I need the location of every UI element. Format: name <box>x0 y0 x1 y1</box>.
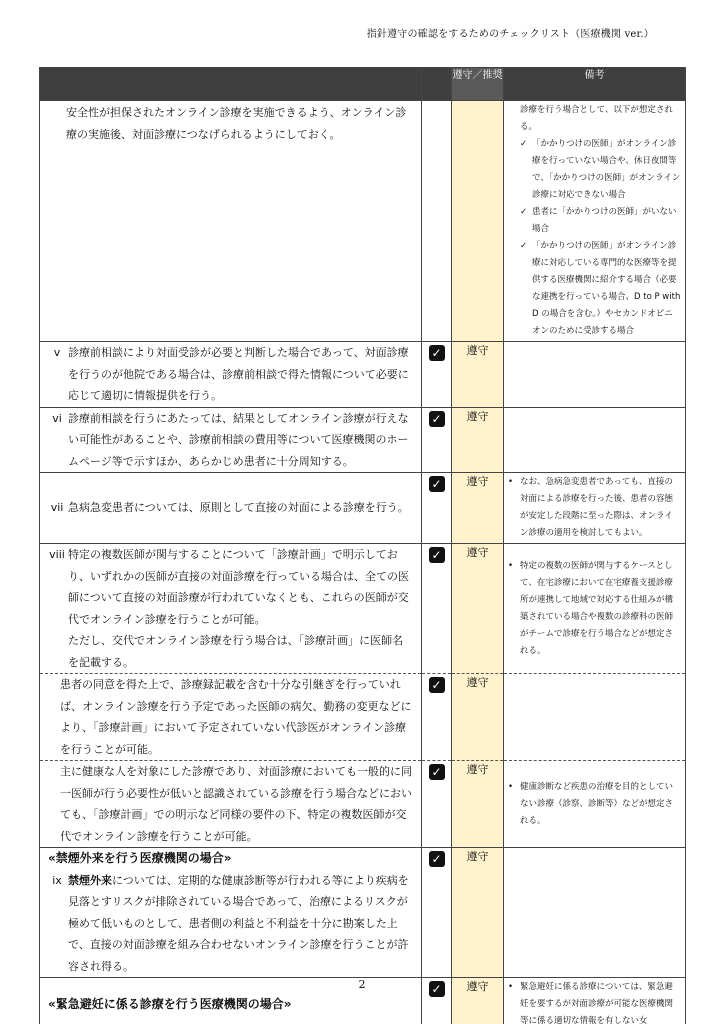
section-heading: «緊急避妊に係る診療を行う医療機関の場合» <box>48 996 292 1011</box>
item-cell <box>40 407 422 473</box>
table-row <box>40 544 686 674</box>
checked-checkbox[interactable]: ✓ <box>429 476 445 492</box>
check-cell <box>422 544 452 674</box>
item-cell <box>40 761 422 848</box>
table-row <box>40 342 686 408</box>
document-header: 指針遵守の確認をするためのチェックリスト（医療機関 ver.） <box>366 29 654 40</box>
note-cell <box>504 848 686 978</box>
bullet-icon: • <box>508 982 514 992</box>
check-mark-icon: ✓ <box>520 207 528 217</box>
status-column-header: 遵守／推奨 <box>452 68 504 101</box>
note-cell <box>504 674 686 761</box>
notes-column-header: 備考 <box>504 68 686 101</box>
note-cell <box>504 101 686 342</box>
item-text-note: ただし、交代でオンライン診療を行う場合は、「診療計画」に医師名を記載する。 <box>68 634 404 669</box>
checked-checkbox[interactable]: ✓ <box>429 981 445 997</box>
item-number: vi <box>52 411 62 425</box>
item-column-header <box>40 68 422 101</box>
note-text: 特定の複数の医師が関与するケースとして、在宅診療において在宅療養支援診療所が連携して地域で対応する仕組みが構築されている場合や複数の診療科の医師がチームで診療を行う場合などが想定される。 <box>520 560 674 656</box>
bullet-icon: • <box>508 781 514 792</box>
page-number: 2 <box>358 978 366 991</box>
note-text: 緊急避妊に係る診療については、緊急避妊を要するが対面診療が可能な医療機関等に係る適切な情報を有しない女 <box>520 982 674 1024</box>
note-item: ✓ 「かかりつけの医師」がオンライン診療に対応している専門的な医療等を提供する医療機関に紹介する場合（必要な連携を行っている場合、D to P with D の場合を含む。）やセカンドオピニオンのために受診する場合 <box>520 238 681 340</box>
status-cell: 遵守 <box>452 761 504 848</box>
check-column-header <box>422 68 452 101</box>
item-text: 診療前相談を行うにあたっては、結果としてオンライン診療が行えない可能性があることや、診療前相談の費用等について医療機関のホームページ等で示すほか、あらかじめ患者に十分周知する。 <box>68 411 409 468</box>
item-cell <box>40 473 422 544</box>
item-cell <box>40 674 422 761</box>
table-row <box>40 473 686 544</box>
note-text: 健康診断など疾患の治療を目的としていない診療（診察、診断等）などが想定される。 <box>520 781 674 826</box>
checked-checkbox[interactable]: ✓ <box>429 345 445 361</box>
table-row <box>40 674 686 761</box>
table-row <box>40 407 686 473</box>
item-text: 診療前相談により対面受診が必要と判断した場合であって、対面診療を行うのが他院である場合は、診療前相談で得た情報について必要に応じて適切に情報提供を行う。 <box>68 346 409 402</box>
item-number: ix <box>52 873 62 887</box>
note-text: なお、急病急変患者であっても、直接の対面による診療を行った後、患者の容態が安定した段階に至った際は、オンライン診療の適用を検討してもよい。 <box>520 477 674 538</box>
check-mark-icon: ✓ <box>520 241 528 251</box>
table-row <box>40 101 686 342</box>
item-cell <box>40 544 422 674</box>
note-cell <box>504 407 686 473</box>
status-cell: 遵守 <box>452 544 504 674</box>
item-number: viii <box>49 548 65 561</box>
status-cell: 遵守 <box>452 848 504 978</box>
note-item: ✓ 「かかりつけの医師」がオンライン診療を行っていない場合や、休日夜間等で、「かかりつけの医師」がオンライン診療に対応できない場合 <box>520 136 681 204</box>
checklist-table <box>39 67 686 1024</box>
bullet-icon: • <box>508 560 514 571</box>
note-intro: 診療を行う場合として、以下が想定される。 <box>520 105 673 132</box>
item-cell <box>40 101 422 342</box>
checked-checkbox[interactable]: ✓ <box>429 764 445 780</box>
status-cell: 遵守 <box>452 407 504 473</box>
check-cell <box>422 473 452 544</box>
item-cell <box>40 342 422 408</box>
table-row <box>40 848 686 978</box>
item-bold-lead: 禁煙外来 <box>68 873 112 887</box>
bullet-icon: • <box>508 477 514 487</box>
checked-checkbox[interactable]: ✓ <box>429 547 445 563</box>
item-text: 患者の同意を得た上で、診療録記載を含む十分な引継ぎを行っていれば、オンライン診療を行う予定であった医師の病欠、勤務の変更などにより、「診療計画」において予定されていない代診医がオンライン診療を行うことが可能。 <box>60 678 412 756</box>
check-cell <box>422 848 452 978</box>
check-cell <box>422 342 452 408</box>
check-cell <box>422 101 452 342</box>
status-cell: 遵守 <box>452 674 504 761</box>
checked-checkbox[interactable]: ✓ <box>429 677 445 693</box>
item-text: 急病急変患者については、原則として直接の対面による診療を行う。 <box>68 501 409 515</box>
item-cell <box>40 848 422 978</box>
status-cell: 遵守 <box>452 978 504 1024</box>
check-cell <box>422 761 452 848</box>
check-mark-icon: ✓ <box>520 139 528 149</box>
item-text: については、定期的な健康診断等が行われる等により疾病を見落とすリスクが排除されている場合であって、治療によるリスクが極めて低いものとして、患者側の利益と不利益を十分に勘案した上で、直接の対面診療を組み合わせないオンライン診療を行うことが許容され得る。 <box>68 873 409 973</box>
check-cell <box>422 674 452 761</box>
note-item: ✓ 患者に「かかりつけの医師」がいない場合 <box>520 204 681 238</box>
status-cell <box>452 101 504 342</box>
note-cell <box>504 761 686 848</box>
item-text: 安全性が担保されたオンライン診療を実施できるよう、オンライン診療の実施後、対面診療につなげられるようにしておく。 <box>66 106 407 141</box>
checked-checkbox[interactable]: ✓ <box>429 851 445 867</box>
check-cell <box>422 407 452 473</box>
status-cell: 遵守 <box>452 342 504 408</box>
item-text: 特定の複数医師が関与することについて「診療計画」で明示しており、いずれかの医師が直接の対面診療を行っている場合は、全ての医師について直接の対面診療が行われていなくとも、これらの医師が交代でオンライン診療を行うことが可能。 <box>68 548 409 626</box>
table-header-row <box>40 68 686 101</box>
table-row <box>40 761 686 848</box>
checked-checkbox[interactable]: ✓ <box>429 411 445 427</box>
section-heading: «禁煙外来を行う医療機関の場合» <box>48 851 232 865</box>
status-cell: 遵守 <box>452 473 504 544</box>
item-number: vii <box>50 501 64 515</box>
note-cell <box>504 342 686 408</box>
note-cell <box>504 544 686 674</box>
note-cell <box>504 473 686 544</box>
item-number: v <box>53 346 61 359</box>
item-text: 主に健康な人を対象にした診療であり、対面診療においても一般的に同一医師が行う必要性が低いと認識されている診療を行う場合などにおいても、「診療計画」での明示など同様の要件の下、特定の複数医師が交代でオンライン診療を行うことが可能。 <box>60 765 412 843</box>
